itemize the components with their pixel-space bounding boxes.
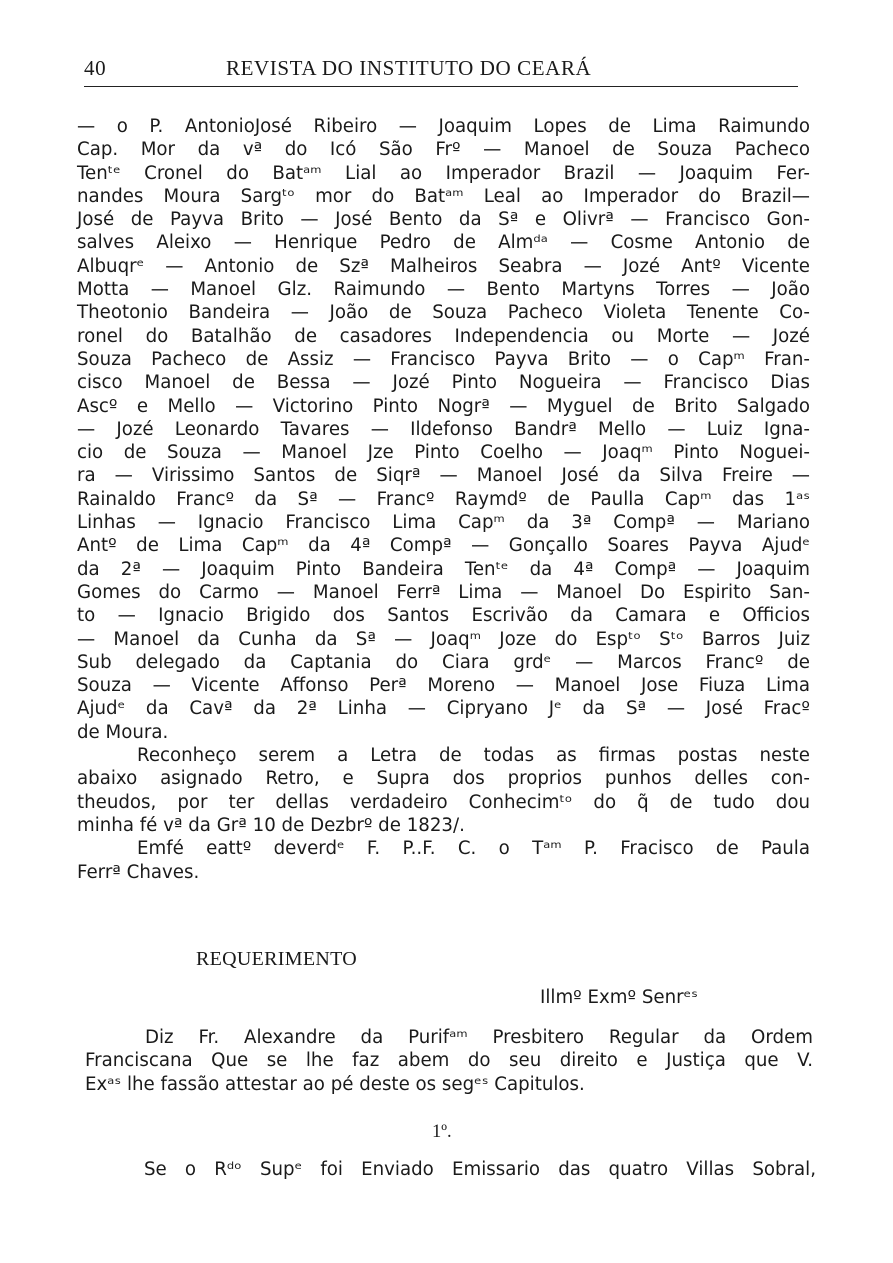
petition-line: Diz Fr. Alexandre da Purifᵃᵐ Presbitero Regular da Ordem bbox=[145, 1027, 813, 1048]
text-line: — o P. AntonioJosé Ribeiro — Joaquim Lopes de Lima Raimundo bbox=[77, 116, 810, 137]
text-line: Albuqrᵉ — Antonio de Szª Malheiros Seabra — Jozé Antº Vicente bbox=[77, 255, 810, 277]
certification-line: Ferrª Chaves. bbox=[77, 861, 200, 883]
text-line: Souza Pacheco de Assiz — Francisco Payva Brito — o Capᵐ Fran- bbox=[77, 348, 810, 370]
text-line: Linhas — Ignacio Francisco Lima Capᵐ da 3ª Compª — Mariano bbox=[77, 512, 810, 534]
text-line: Motta — Manoel Glz. Raimundo — Bento Martyns Torres — João bbox=[77, 279, 810, 301]
petition-line: Exᵃˢ lhe fassão attestar ao pé deste os segᵉˢ Capitulos. bbox=[85, 1073, 585, 1095]
final-line: Se o Rᵈᵒ Supᵉ foi Enviado Emissario das quatro Villas Sobral, bbox=[144, 1159, 816, 1180]
text-line: Rainaldo Francº da Sª — Francº Raymdº de Paulla Capᵐ das 1ᵃˢ bbox=[77, 488, 810, 510]
certification-line: minha fé vª da Grª 10 de Dezbrº de 1823/. bbox=[77, 814, 465, 836]
text-line: to — Ignacio Brigido dos Santos Escrivão da Camara e Officios bbox=[77, 605, 810, 627]
certification-line: Reconheço serem a Letra de todas as firmas postas neste bbox=[137, 745, 810, 767]
text-line: de Moura. bbox=[77, 721, 169, 743]
text-line: Antº de Lima Capᵐ da 4ª Compª — Gonçallo Soares Payva Ajudᵉ bbox=[77, 535, 810, 557]
text-line: Sub delegado da Captania do Ciara grdᵉ — Marcos Francº de bbox=[77, 651, 810, 673]
text-line: — Manoel da Cunha da Sª — Joaqᵐ Joze do Espᵗᵒ Sᵗᵒ Barros Juiz bbox=[77, 628, 810, 650]
journal-title: REVISTA DO INSTITUTO DO CEARÁ bbox=[226, 56, 592, 80]
certification-line: Emfé eattº deverdᵉ F. P..F. C. o Tᵃᵐ P. Fracisco de Paula bbox=[137, 838, 810, 860]
text-line: cisco Manoel de Bessa — Jozé Pinto Nogueira — Francisco Dias bbox=[77, 372, 810, 394]
page-header bbox=[84, 56, 798, 86]
petition-paragraph bbox=[85, 1026, 813, 1096]
text-line: Ascº e Mello — Victorino Pinto Nogrª — Myguel de Brito Salgado bbox=[77, 395, 810, 417]
text-line: ronel do Batalhão de casadores Independencia ou Morte — Jozé bbox=[77, 325, 810, 347]
text-line: ra — Virissimo Santos de Siqrª — Manoel José da Silva Freire — bbox=[77, 465, 810, 487]
page-number: 40 bbox=[84, 56, 107, 80]
salutation: Illmº Exmº Senrᵉˢ bbox=[540, 987, 698, 1008]
petition-line: Franciscana Que se lhe faz abem do seu direito e Justiça que V. bbox=[85, 1050, 813, 1072]
text-line: salves Aleixo — Henrique Pedro de Almᵈᵃ — Cosme Antonio de bbox=[77, 232, 810, 254]
text-line: Tenᵗᵉ Cronel do Batᵃᵐ Lial ao Imperador Brazil — Joaquim Fer- bbox=[77, 162, 810, 184]
text-line: José de Payva Brito — José Bento da Sª e Olivrª — Francisco Gon- bbox=[77, 209, 810, 231]
text-line: Gomes do Carmo — Manoel Ferrª Lima — Manoel Do Espirito San- bbox=[77, 581, 810, 603]
header-rule bbox=[84, 86, 798, 87]
certification-line: abaixo asignado Retro, e Supra dos proprios punhos delles con- bbox=[77, 768, 810, 790]
text-line: Ajudᵉ da Cavª da 2ª Linha — Cipryano Jᵉ da Sª — José Fracº bbox=[77, 698, 810, 720]
item-number: 1º. bbox=[432, 1122, 452, 1142]
signatories-paragraph bbox=[77, 115, 810, 884]
text-line: Cap. Mor da vª do Icó São Frº — Manoel de Souza Pacheco bbox=[77, 139, 810, 161]
text-line: Souza — Vicente Affonso Perª Moreno — Manoel Jose Fiuza Lima bbox=[77, 675, 810, 697]
text-line: nandes Moura Sargᵗᵒ mor do Batᵃᵐ Leal ao Imperador do Brazil— bbox=[77, 185, 810, 207]
text-line: — Jozé Leonardo Tavares — Ildefonso Bandrª Mello — Luiz Igna- bbox=[77, 418, 810, 440]
certification-line: theudos, por ter dellas verdadeiro Conhecimᵗᵒ do q̃ de tudo dou bbox=[77, 791, 810, 813]
text-line: da 2ª — Joaquim Pinto Bandeira Tenᵗᵉ da 4ª Compª — Joaquim bbox=[77, 558, 810, 580]
section-heading: REQUERIMENTO bbox=[196, 948, 358, 970]
text-line: cio de Souza — Manoel Jze Pinto Coelho — Joaqᵐ Pinto Noguei- bbox=[77, 442, 810, 464]
text-line: Theotonio Bandeira — João de Souza Pacheco Violeta Tenente Co- bbox=[77, 302, 810, 324]
